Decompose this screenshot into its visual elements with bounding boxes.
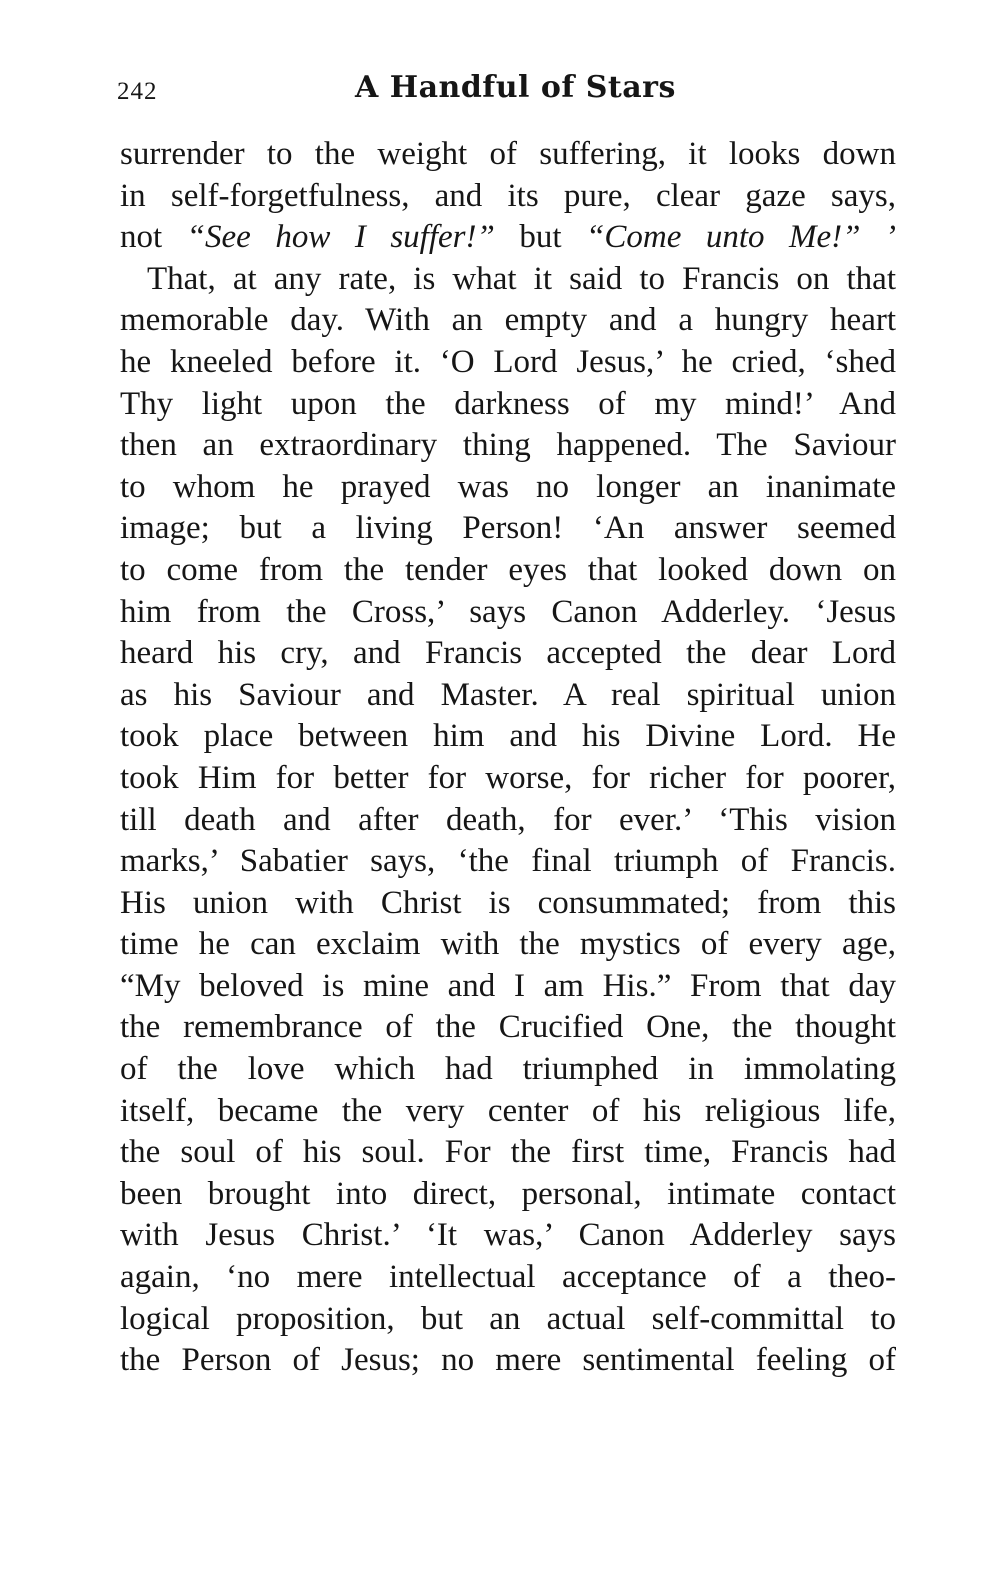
text-line: been brought into direct, personal, intimate contact [120, 1175, 896, 1212]
running-head-title: A Handful of Stars [355, 70, 676, 105]
page-header [117, 70, 897, 114]
text-line: took place between him and his Divine Lord. He [120, 718, 896, 755]
text-line: he kneeled before it. ‘O Lord Jesus,’ he cried, ‘shed [120, 343, 896, 380]
text-line: marks,’ Sabatier says, ‘the final triumph of Francis. [120, 843, 896, 880]
text-line: His union with Christ is consummated; from this [120, 884, 896, 921]
text-line: then an extraordinary thing happened. The Saviour [120, 427, 896, 464]
text-line: memorable day. With an empty and a hungry heart [120, 302, 896, 339]
text-line: in self-forgetfulness, and its pure, clear gaze says, [120, 177, 896, 214]
text-line: heard his cry, and Francis accepted the dear Lord [120, 635, 896, 672]
text-line-segment: not [120, 219, 187, 256]
text-line: logical proposition, but an actual self-committal to [120, 1300, 896, 1337]
text-line: “My beloved is mine and I am His.” From that day [120, 967, 896, 1004]
text-line: him from the Cross,’ says Canon Adderley. ‘Jesus [120, 593, 896, 630]
text-line: with Jesus Christ.’ ‘It was,’ Canon Adderley says [120, 1217, 896, 1254]
page-number: 242 [117, 78, 158, 105]
text-line: surrender to the weight of suffering, it looks down [120, 136, 896, 172]
text-line: of the love which had triumphed in immolating [120, 1051, 896, 1088]
text-line: took Him for better for worse, for richer for poorer, [120, 759, 896, 796]
text-line: to come from the tender eyes that looked down on [120, 551, 896, 588]
text-line: time he can exclaim with the mystics of every age, [120, 926, 896, 963]
italic-quote: “Come unto Me!” ’ [586, 219, 896, 256]
paragraph-first-line: That, at any rate, is what it said to Francis on that [147, 260, 896, 297]
text-line [120, 217, 896, 259]
text-line: the remembrance of the Crucified One, the thought [120, 1009, 896, 1046]
text-line: as his Saviour and Master. A real spiritual union [120, 676, 896, 713]
text-line: itself, became the very center of his religious life, [120, 1092, 896, 1129]
text-line: the soul of his soul. For the first time, Francis had [120, 1134, 896, 1171]
text-line: the Person of Jesus; no mere sentimental feeling of [120, 1342, 896, 1379]
text-line: to whom he prayed was no longer an inanimate [120, 468, 896, 505]
text-line: till death and after death, for ever.’ ‘This vision [120, 801, 896, 838]
text-line: Thy light upon the darkness of my mind!’ And [120, 385, 896, 422]
body-text [120, 134, 896, 1382]
italic-quote: “See how I suffer!” [186, 219, 495, 256]
text-line: again, ‘no mere intellectual acceptance of a theo- [120, 1259, 896, 1296]
text-line-segment: but [494, 219, 587, 256]
text-line: image; but a living Person! ‘An answer seemed [120, 510, 896, 547]
